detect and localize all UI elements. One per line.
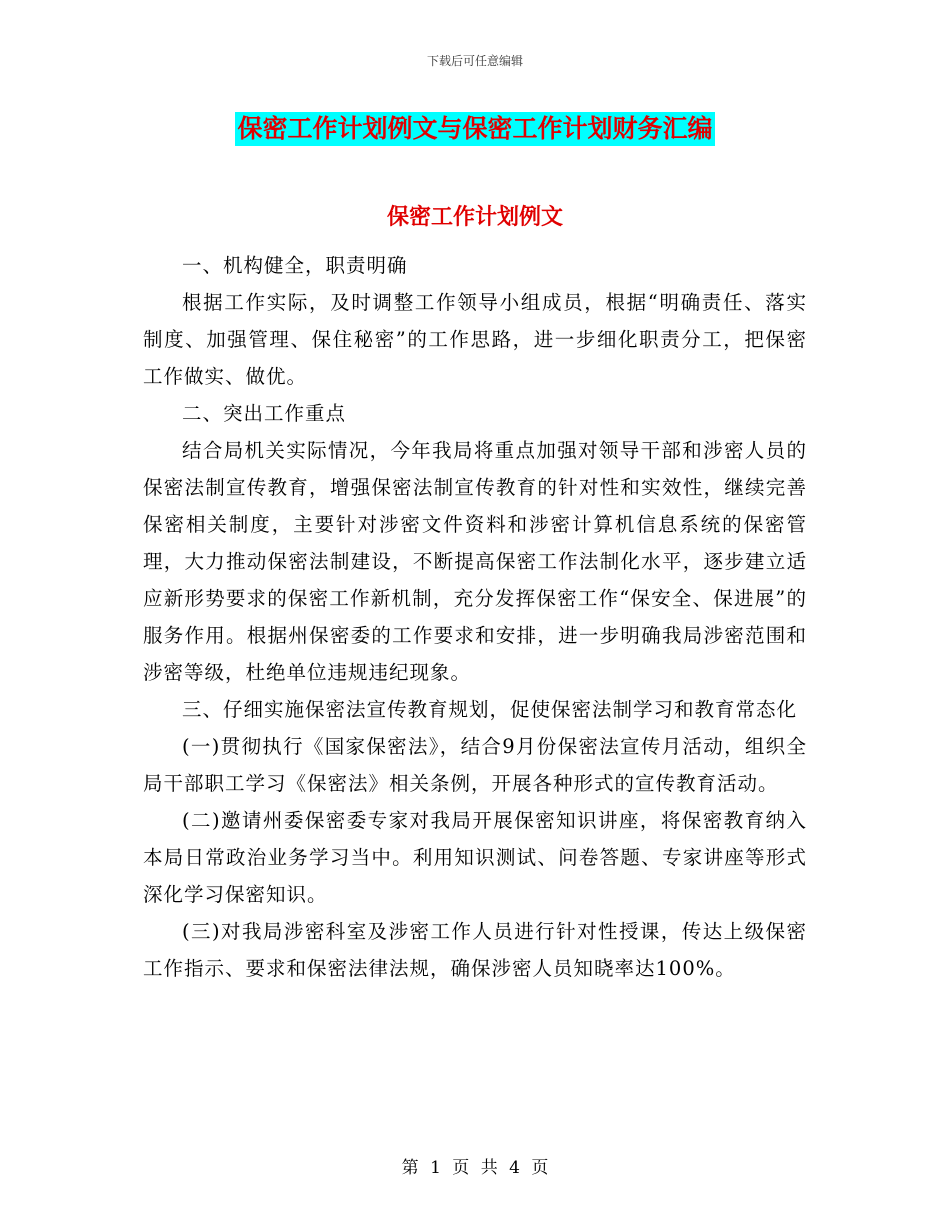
paragraph-2: 结合局机关实际情况，今年我局将重点加强对领导干部和涉密人员的保密法制宣传教育，增强保密法制宣传教育的针对性和实效性，继续完善保密相关制度，主要针对涉密文件资料和涉密计算机信息系统的保密管理，大力推动保密法制建设，不断提高保密工作法制化水平，逐步建立适应新形势要求的保密工作新机制，充分发挥保密工作“保安全、保进展”的服务作用。根据州保密委的工作要求和安排，进一步明确我局涉密范围和涉密等级，杜绝单位违规违纪现象。 — [143, 439, 807, 684]
heading-3: 三、仔细实施保密法宣传教育规划，促使保密法制学习和教育常态化 — [182, 698, 798, 721]
paragraph-3-2: (二)邀请州委保密委专家对我局开展保密知识讲座，将保密教育纳入本局日常政治业务学习当中。利用知识测试、问卷答题、专家讲座等形式深化学习保密知识。 — [143, 809, 807, 906]
document-body — [143, 247, 807, 987]
heading-2: 二、突出工作重点 — [182, 402, 347, 425]
paragraph-1: 根据工作实际，及时调整工作领导小组成员，根据“明确责任、落实制度、加强管理、保住秘密”的工作思路，进一步细化职责分工，把保密工作做实、做优。 — [143, 291, 807, 388]
section-title: 保密工作计划例文 — [386, 204, 563, 230]
main-title-wrapper — [0, 112, 950, 146]
paragraph-3-1: (一)贯彻执行《国家保密法》，结合9月份保密法宣传月活动，组织全局干部职工学习《保密法》相关条例，开展各种形式的宣传教育活动。 — [143, 735, 807, 795]
page-header-note: 下载后可任意编辑 — [426, 54, 523, 68]
paragraph-3-3: (三)对我局涉密科室及涉密工作人员进行针对性授课，传达上级保密工作指示、要求和保密法律法规，确保涉密人员知晓率达100%。 — [143, 920, 807, 980]
page-number-footer: 第 1 页 共 4 页 — [401, 1158, 549, 1178]
heading-1: 一、机构健全，职责明确 — [182, 254, 408, 277]
main-title: 保密工作计划例文与保密工作计划财务汇编 — [235, 112, 714, 146]
